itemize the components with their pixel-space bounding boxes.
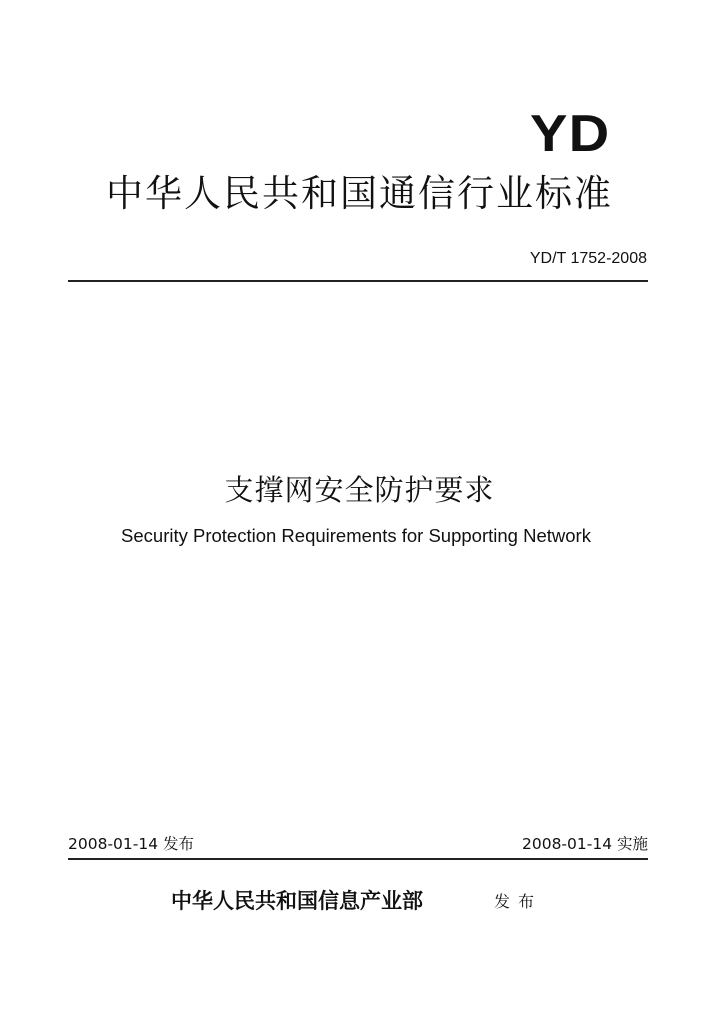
yd-logo: YD [529,105,610,163]
issuing-authority: 中华人民共和国信息产业部 [171,888,423,913]
issue-label: 发布 [494,892,543,911]
document-title-chinese: 支撑网安全防护要求 [224,473,495,507]
bottom-divider [68,858,648,860]
document-title-english: Security Protection Requirements for Supporting Network [121,525,591,546]
organization-title: 中华人民共和国通信行业标准 [106,172,613,215]
effective-date: 2008-01-14 实施 [521,835,648,853]
standard-number: YD/T 1752-2008 [529,250,647,267]
top-divider [68,280,648,282]
publish-date: 2008-01-14 发布 [68,835,195,853]
